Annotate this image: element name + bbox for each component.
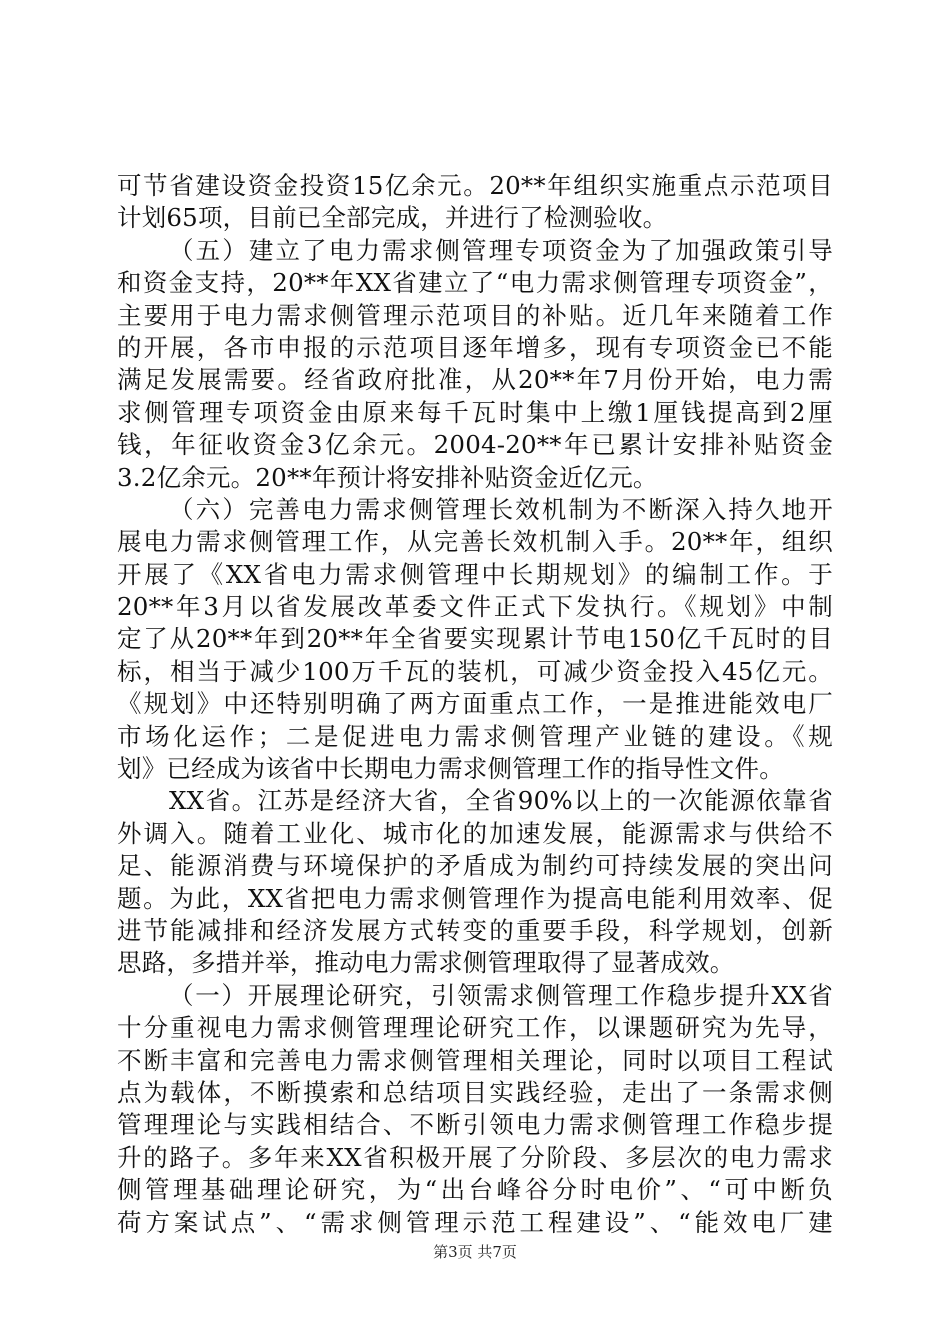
text-line: 点为载体，不断摸索和总结项目实践经验，走出了一条需求侧: [117, 1077, 833, 1107]
text-line: 侧管理基础理论研究，为“出台峰谷分时电价”、“可中断负: [117, 1175, 833, 1205]
text-line: 进节能减排和经济发展方式转变的重要手段，科学规划，创新: [117, 915, 833, 945]
text-line: 外调入。随着工业化、城市化的加速发展，能源需求与供给不: [117, 818, 833, 848]
text-line: 管理理论与实践相结合、不断引领电力需求侧管理工作稳步提: [117, 1110, 833, 1140]
text-line: 思路，多措并举，推动电力需求侧管理取得了显著成效。: [117, 948, 735, 978]
text-line: 足、能源消费与环境保护的矛盾成为制约可持续发展的突出问: [117, 851, 833, 881]
text-line: 《规划》中还特别明确了两方面重点工作，一是推进能效电厂: [117, 689, 833, 719]
text-line: 划》已经成为该省中长期电力需求侧管理工作的指导性文件。: [117, 754, 784, 784]
document-body: [117, 170, 833, 1239]
page-number-footer: 第3页 共7页: [433, 1243, 517, 1261]
text-line: 钱，年征收资金3亿余元。2004-20**年已累计安排补贴资金: [117, 430, 833, 460]
text-line: 标，相当于减少100万千瓦的装机，可减少资金投入45亿元。: [117, 656, 833, 686]
text-line: （一）开展理论研究，引领需求侧管理工作稳步提升XX省: [169, 980, 833, 1010]
text-line: XX省。江苏是经济大省，全省90%以上的一次能源依靠省: [169, 786, 833, 816]
text-line: 十分重视电力需求侧管理理论研究工作，以课题研究为先导，: [117, 1013, 833, 1043]
text-line: 可节省建设资金投资15亿余元。20**年组织实施重点示范项目: [117, 171, 833, 200]
text-line: 满足发展需要。经省政府批准，从20**年7月份开始，电力需: [117, 365, 833, 395]
text-line: 和资金支持，20**年XX省建立了“电力需求侧管理专项资金”，: [117, 268, 833, 298]
text-line: 开展了《XX省电力需求侧管理中长期规划》的编制工作。于: [117, 559, 833, 589]
text-line: 市场化运作；二是促进电力需求侧管理产业链的建设。《规: [117, 721, 833, 751]
text-line: 20**年3月以省发展改革委文件正式下发执行。《规划》中制: [117, 592, 833, 622]
text-line: 荷方案试点”、“需求侧管理示范工程建设”、“能效电厂建: [117, 1207, 833, 1237]
text-line: 的开展，各市申报的示范项目逐年增多，现有专项资金已不能: [117, 332, 833, 362]
text-line: （五）建立了电力需求侧管理专项资金为了加强政策引导: [169, 235, 833, 265]
text-line: 主要用于电力需求侧管理示范项目的补贴。近几年来随着工作: [117, 300, 833, 330]
text-line: 题。为此，XX省把电力需求侧管理作为提高电能利用效率、促: [117, 883, 833, 913]
text-line: （六）完善电力需求侧管理长效机制为不断深入持久地开: [169, 494, 833, 524]
text-line: 定了从20**年到20**年全省要实现累计节电150亿千瓦时的目: [117, 624, 833, 654]
text-line: 不断丰富和完善电力需求侧管理相关理论，同时以项目工程试: [117, 1045, 833, 1075]
text-line: 升的路子。多年来XX省积极开展了分阶段、多层次的电力需求: [117, 1142, 833, 1172]
text-line: 展电力需求侧管理工作，从完善长效机制入手。20**年，组织: [117, 527, 833, 557]
text-line: 3.2亿余元。20**年预计将安排补贴资金近亿元。: [117, 462, 658, 492]
text-line: 求侧管理专项资金由原来每千瓦时集中上缴1厘钱提高到2厘: [117, 397, 833, 427]
text-line: 计划65项，目前已全部完成，并进行了检测验收。: [117, 203, 668, 233]
